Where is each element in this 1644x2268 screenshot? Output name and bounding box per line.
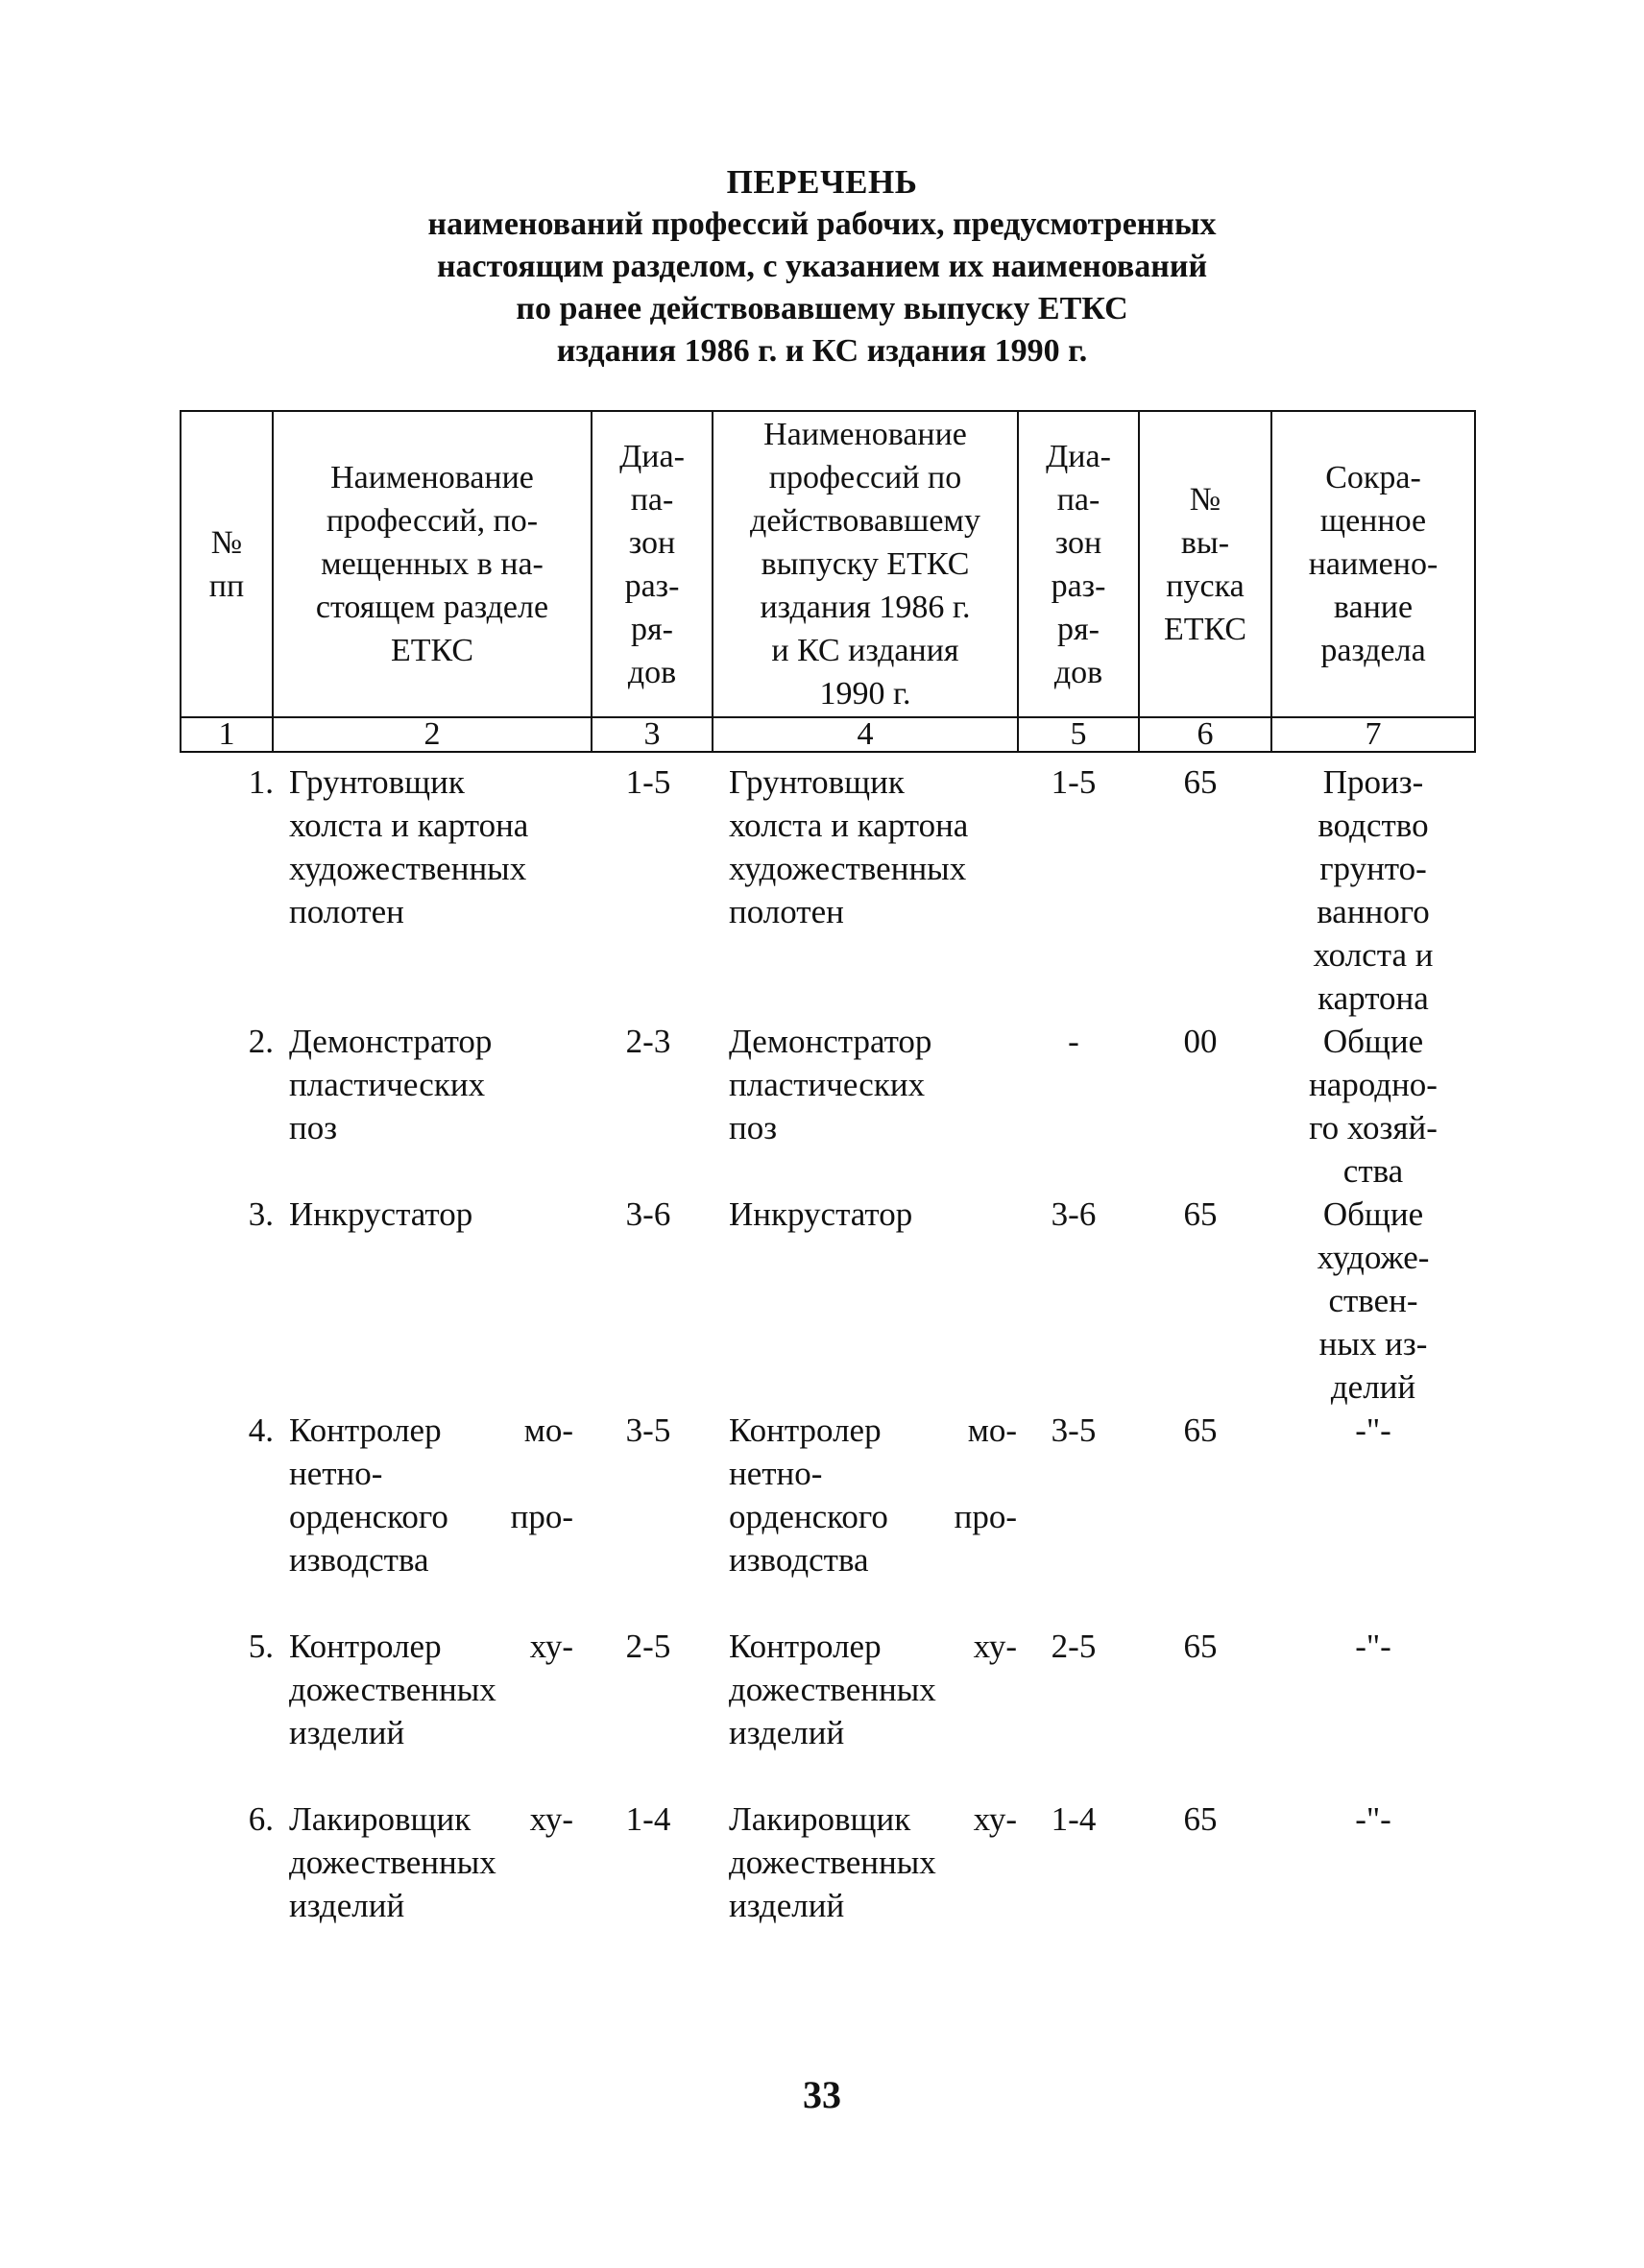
header-line: профессий, по-	[326, 503, 539, 539]
profession-name-line: Грунтовщик	[289, 763, 465, 801]
old-grade-range-line: 3-5	[1051, 1411, 1097, 1449]
header-line: наимено-	[1308, 546, 1438, 582]
profession-name-line: Инкрустатор	[289, 1195, 473, 1233]
section-name-line: Общие	[1322, 1195, 1424, 1233]
header-line: дов	[627, 654, 677, 690]
header-line: па-	[1056, 481, 1100, 518]
old-grade-range-line: 1-4	[1051, 1800, 1097, 1838]
profession-name-line: дожественных	[289, 1844, 496, 1881]
grade-range-line: 1-5	[625, 763, 671, 801]
old-grade-range	[1013, 1193, 1134, 1236]
old-profession-name-line: дожественных	[729, 1671, 936, 1708]
section-name-line: Общие	[1322, 1023, 1424, 1060]
header-line: издания 1986 г.	[760, 590, 971, 625]
grade-range	[592, 1409, 704, 1452]
old-grade-range	[1013, 1625, 1134, 1668]
section-name-line: Произ-	[1322, 763, 1424, 801]
old-grade-range-line: 1-5	[1051, 763, 1097, 801]
profession-name-line: изделий	[289, 1887, 405, 1924]
header-cell-section	[1271, 411, 1475, 717]
column-number: 6	[1139, 717, 1271, 752]
grade-range	[592, 1625, 704, 1668]
header-cell-name	[273, 411, 592, 717]
profession-name-line: изводства	[289, 1541, 429, 1579]
word: ху-	[973, 1800, 1017, 1838]
profession-name	[289, 1409, 573, 1581]
column-number: 1	[181, 717, 273, 752]
grade-range-line: 1-4	[625, 1800, 671, 1838]
row-number	[180, 1193, 274, 1236]
table-header	[180, 410, 1476, 753]
profession-name-line	[289, 1409, 573, 1452]
profession-name-line: нетно-	[289, 1455, 383, 1492]
etks-issue-line: 65	[1183, 1800, 1218, 1838]
section-name-line: ных из-	[1318, 1325, 1428, 1363]
old-profession-name	[729, 1193, 1017, 1236]
word: орденского	[729, 1498, 888, 1535]
profession-name-line: холста и картона	[289, 807, 529, 844]
word: Лакировщик	[729, 1800, 911, 1838]
section-name-line: художе-	[1317, 1239, 1430, 1276]
etks-issue-line: 65	[1183, 1195, 1218, 1233]
row-number	[180, 1409, 274, 1452]
header-line: па-	[630, 481, 674, 518]
section-name-line: -"-	[1355, 1800, 1391, 1838]
old-grade-range-line: -	[1068, 1023, 1079, 1060]
old-profession-name	[729, 760, 1017, 933]
old-grade-range	[1013, 1409, 1134, 1452]
section-name-line: холста и	[1313, 936, 1434, 974]
row-number-line: 2.	[248, 1023, 274, 1060]
header-cell-old-name	[713, 411, 1018, 717]
section-name-line: картона	[1318, 979, 1429, 1017]
old-profession-name-line: Грунтовщик	[729, 763, 905, 801]
title-line-2: настоящим разделом, с указанием их наименований	[436, 249, 1208, 284]
old-profession-name	[729, 1625, 1017, 1754]
grade-range-line: 3-5	[625, 1411, 671, 1449]
word: Контролер	[289, 1411, 442, 1449]
header-cell-issue	[1139, 411, 1271, 717]
word: Контролер	[729, 1628, 882, 1665]
old-grade-range	[1013, 1798, 1134, 1841]
old-profession-name-line	[729, 1798, 1017, 1841]
old-profession-name-line: изводства	[729, 1541, 869, 1579]
header-line: дов	[1053, 654, 1103, 690]
old-profession-name-line: художественных	[729, 850, 967, 887]
etks-issue	[1134, 1020, 1267, 1063]
column-number: 5	[1018, 717, 1139, 752]
old-profession-name-line: холста и картона	[729, 807, 969, 844]
word: ху-	[529, 1628, 573, 1665]
section-name	[1272, 1020, 1474, 1193]
header-line: Диа-	[1046, 438, 1111, 474]
header-line: вы-	[1180, 524, 1230, 561]
header-line: ря-	[1057, 611, 1100, 647]
word: орденского	[289, 1498, 448, 1535]
header-line: пуска	[1166, 567, 1245, 604]
column-number: 4	[713, 717, 1018, 752]
header-line: профессий по	[768, 460, 962, 495]
old-grade-range-line: 2-5	[1051, 1628, 1097, 1665]
header-line: ЕТКС	[390, 633, 474, 668]
header-line: Диа-	[619, 438, 685, 474]
etks-issue	[1134, 1625, 1267, 1668]
old-profession-name-line	[729, 1625, 1017, 1668]
section-name-line: -"-	[1355, 1411, 1391, 1449]
old-profession-name-line: Демонстратор	[729, 1023, 932, 1060]
section-name-line: ства	[1342, 1152, 1404, 1190]
header-line: вание	[1333, 590, 1414, 625]
old-grade-range	[1013, 760, 1134, 804]
profession-name-line: поз	[289, 1109, 338, 1146]
row-number	[180, 1625, 274, 1668]
etks-issue	[1134, 760, 1267, 804]
section-name-line: водство	[1318, 807, 1429, 844]
profession-name	[289, 1020, 573, 1149]
row-number-line: 5.	[248, 1628, 274, 1665]
header-line: раз-	[1051, 567, 1106, 604]
row-number	[180, 760, 274, 804]
profession-name	[289, 760, 573, 933]
profession-name-line: пластических	[289, 1066, 486, 1103]
grade-range	[592, 760, 704, 804]
old-profession-name-line: пластических	[729, 1066, 926, 1103]
section-name-line: ствен-	[1328, 1282, 1418, 1319]
old-profession-name	[729, 1409, 1017, 1581]
profession-name-line: дожественных	[289, 1671, 496, 1708]
section-name	[1272, 1625, 1474, 1668]
header-line: раз-	[624, 567, 680, 604]
section-name-line: го хозяй-	[1309, 1109, 1438, 1146]
profession-name-line	[289, 1625, 573, 1668]
column-number: 2	[273, 717, 592, 752]
section-name	[1272, 760, 1474, 1020]
profession-name-line: изделий	[289, 1714, 405, 1751]
old-profession-name-line: поз	[729, 1109, 778, 1146]
header-line: зон	[1054, 524, 1102, 561]
header-line: №	[1189, 481, 1221, 518]
old-profession-name-line	[729, 1409, 1017, 1452]
word: Контролер	[289, 1628, 442, 1665]
grade-range-line: 2-3	[625, 1023, 671, 1060]
column-number-row	[181, 717, 1475, 752]
header-line: пп	[208, 567, 245, 604]
header-line: 1990 г.	[819, 676, 911, 712]
header-line: мещенных в на-	[321, 546, 544, 582]
etks-issue-line: 65	[1183, 1411, 1218, 1449]
grade-range	[592, 1798, 704, 1841]
row-number-line: 6.	[248, 1800, 274, 1838]
section-name-line: -"-	[1355, 1628, 1391, 1665]
profession-name	[289, 1798, 573, 1927]
etks-issue-line: 65	[1183, 1628, 1218, 1665]
old-profession-name-line: Инкрустатор	[729, 1195, 913, 1233]
word: про-	[510, 1498, 573, 1535]
grade-range-line: 3-6	[625, 1195, 671, 1233]
grade-range	[592, 1020, 704, 1063]
section-name-line: грунто-	[1319, 850, 1427, 887]
column-number: 3	[592, 717, 713, 752]
title-line-1: наименований профессий рабочих, предусмотренных	[427, 206, 1217, 242]
header-line: №	[210, 524, 243, 561]
header-line: Наименование	[763, 417, 967, 452]
grade-range-line: 2-5	[625, 1628, 671, 1665]
header-cell-range	[592, 411, 713, 717]
header-line: раздела	[1320, 633, 1426, 668]
section-name-line: ванного	[1317, 893, 1430, 930]
title-main: ПЕРЕЧЕНЬ	[726, 163, 918, 201]
profession-name-line: полотен	[289, 893, 404, 930]
section-name	[1272, 1409, 1474, 1452]
old-profession-name-line: полотен	[729, 893, 844, 930]
header-line: выпуску ЕТКС	[761, 546, 970, 582]
old-grade-range-line: 3-6	[1051, 1195, 1097, 1233]
header-line: действовавшему	[750, 503, 980, 539]
profession-name	[289, 1625, 573, 1754]
old-grade-range	[1013, 1020, 1134, 1063]
row-number-line: 3.	[248, 1195, 274, 1233]
header-line: стоящем разделе	[315, 590, 549, 625]
etks-issue	[1134, 1409, 1267, 1452]
header-line: ря-	[631, 611, 673, 647]
header-line: зон	[628, 524, 676, 561]
profession-name-line: художественных	[289, 850, 527, 887]
etks-issue	[1134, 1798, 1267, 1841]
word: мо-	[967, 1411, 1017, 1449]
header-cell-no	[181, 411, 273, 717]
word: Контролер	[729, 1411, 882, 1449]
word: ху-	[529, 1800, 573, 1838]
profession-name	[289, 1193, 573, 1236]
grade-range	[592, 1193, 704, 1236]
header-line: и КС издания	[771, 633, 959, 668]
word: про-	[954, 1498, 1017, 1535]
row-number	[180, 1020, 274, 1063]
header-line: Сокра-	[1325, 460, 1421, 495]
old-profession-name-line	[729, 1495, 1017, 1538]
title-line-4: издания 1986 г. и КС издания 1990 г.	[556, 333, 1088, 369]
header-line: Наименование	[330, 460, 534, 495]
section-name	[1272, 1798, 1474, 1841]
title-line-3: по ранее действовавшему выпуску ЕТКС	[516, 291, 1128, 326]
header-line: ЕТКС	[1163, 611, 1247, 647]
word: ху-	[973, 1628, 1017, 1665]
row-number	[180, 1798, 274, 1841]
etks-issue	[1134, 1193, 1267, 1236]
section-name	[1272, 1193, 1474, 1409]
row-number-line: 4.	[248, 1411, 274, 1449]
header-line: щенное	[1319, 503, 1427, 539]
word: мо-	[523, 1411, 573, 1449]
section-name-line: делий	[1330, 1368, 1416, 1406]
row-number-line: 1.	[248, 763, 274, 801]
section-name-line: народно-	[1309, 1066, 1438, 1103]
old-profession-name-line: нетно-	[729, 1455, 823, 1492]
column-number: 7	[1271, 717, 1475, 752]
etks-issue-line: 65	[1183, 763, 1218, 801]
page-number: 33	[803, 2073, 841, 2116]
old-profession-name-line: дожественных	[729, 1844, 936, 1881]
profession-name-line	[289, 1798, 573, 1841]
old-profession-name-line: изделий	[729, 1714, 845, 1751]
header-row	[181, 411, 1475, 717]
etks-issue-line: 00	[1183, 1023, 1218, 1060]
old-profession-name	[729, 1798, 1017, 1927]
word: Лакировщик	[289, 1800, 471, 1838]
document-title	[0, 161, 1644, 373]
old-profession-name-line: изделий	[729, 1887, 845, 1924]
header-cell-old-range	[1018, 411, 1139, 717]
old-profession-name	[729, 1020, 1017, 1149]
profession-name-line: Демонстратор	[289, 1023, 493, 1060]
profession-name-line	[289, 1495, 573, 1538]
